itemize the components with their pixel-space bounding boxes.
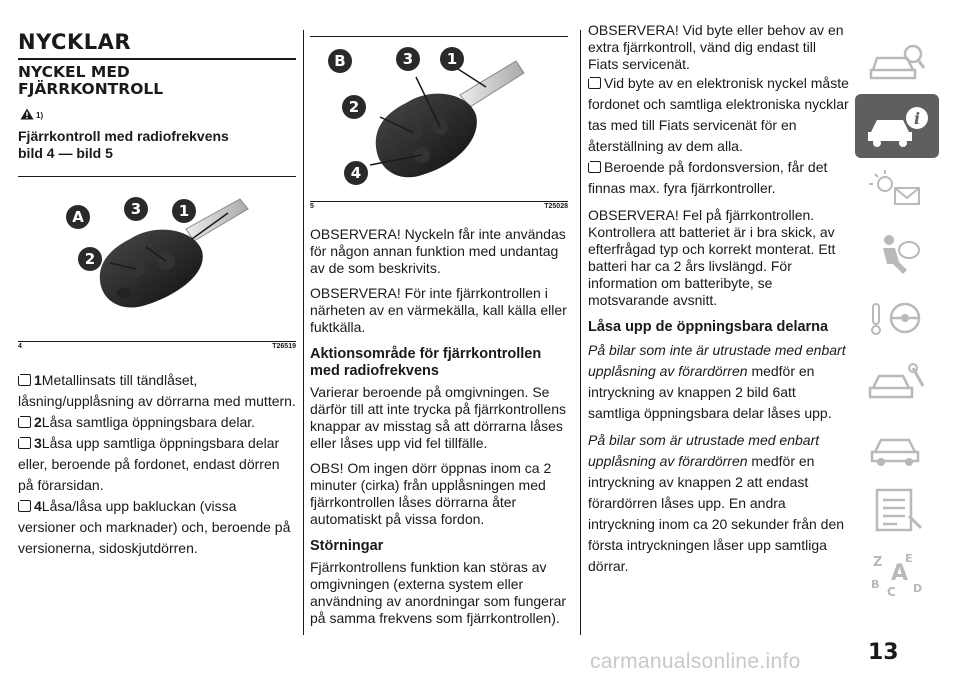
steering-wheel-icon: [867, 296, 927, 340]
figure-5: [310, 37, 568, 201]
fig4-label-3: 3: [130, 200, 142, 218]
subheading: Fjärrkontroll med radiofrekvens bild 4 — bild 5: [18, 128, 229, 161]
bullet-icon: [18, 437, 31, 449]
alphabet-index-icon: [865, 548, 929, 600]
figure4-number: 4: [18, 343, 22, 350]
heading-range: Aktionsområde för fjärrkontrollen med radiofrekvens: [310, 346, 542, 379]
legend-item-1: 1Metallinsats till tändlåset, låsning/upplåsning av dörrarna med muttern.: [18, 372, 296, 409]
bullet-electronic-key: Vid byte av en elektronisk nyckel måste fordonet och samtliga elektroniska nycklar tas med till Fiats servicenät för en återställning av dem alla.: [588, 75, 849, 154]
heading-unlock: Låsa upp de öppningsbara delarna: [588, 319, 829, 335]
column-2-text: [310, 226, 568, 627]
key-illustration-4: [18, 177, 296, 341]
svg-text:i: i: [913, 109, 921, 128]
auto-relock-text: OBS! Om ingen dörr öppnas inom ca 2 minuter (cirka) från upplåsningen med fjärrkontrollen låses dörrarna åter automatiskt på vissa fordon.: [310, 460, 552, 527]
warning-triangle-icon: [20, 108, 34, 120]
bullet-icon: [588, 161, 601, 173]
page-number: 13: [868, 640, 899, 665]
nav-alphabet-index[interactable]: [855, 542, 939, 606]
nav-checklist[interactable]: [855, 478, 939, 542]
section-title: NYCKEL MED FJÄRRKONTROLL: [18, 63, 164, 98]
figure4-code: T26519: [272, 343, 296, 350]
svg-text:C: C: [887, 585, 896, 599]
column-divider-2: [580, 30, 581, 635]
figure4-caption: [18, 342, 296, 350]
interference-text: Fjärrkontrollens funktion kan störas av omgivningen (externa system eller användning av anordningar som fungerar på samma frekvens som fjärrkontrollen).: [310, 559, 567, 626]
observe-replacement: OBSERVERA! Vid byte eller behov av en extra fjärrkontroll, vänd dig endast till Fiats servicenät.: [588, 22, 844, 72]
watermark: carmanualsonline.info: [590, 650, 801, 673]
car-info-icon: [865, 104, 929, 148]
bullet-icon: [18, 374, 31, 386]
column-2: [310, 30, 568, 635]
svg-text:Z: Z: [873, 555, 883, 570]
legend-item-2: 2Låsa samtliga öppningsbara delar.: [18, 412, 296, 433]
nav-steering-wheel[interactable]: [855, 286, 939, 350]
unlock-driver-only: På bilar som är utrustade med enbart upplåsning av förardörren medför en intryckning av knappen 2 att endast förardörren låses upp. En andra intryckning inom ca 20 sekunder från den första intryckningen låser upp samtliga dörrar.: [588, 432, 845, 574]
bullet-icon: [18, 416, 31, 428]
fig5-label-2: 2: [348, 98, 360, 116]
figure-4: [18, 177, 296, 341]
fig5-label-4: 4: [350, 164, 362, 182]
legend-item-4: 4Låsa/låsa upp bakluckan (vissa versioner och marknader) och, beroende på versionerna, sidoskjutdörren.: [18, 498, 291, 556]
observe-battery: OBSERVERA! Fel på fjärrkontrollen. Kontrollera att batteriet är i bra skick, av efterfrågad typ och korrekt monterat. Ett batteri har ca 2 års livslängd. För information om batteribyte, se motsvarande avsnitt.: [588, 207, 836, 308]
figure5-number: 5: [310, 203, 314, 210]
svg-text:B: B: [871, 578, 880, 591]
car-tools-icon: [867, 360, 927, 404]
column-divider-1: [303, 30, 304, 635]
nav-car-service[interactable]: [855, 414, 939, 478]
car-service-icon: [867, 424, 927, 468]
car-search-icon: [867, 40, 927, 84]
chapter-title: NYCKLAR: [18, 30, 132, 54]
checklist-icon: [867, 486, 927, 534]
svg-text:E: E: [905, 552, 913, 565]
nav-car-info[interactable]: [855, 94, 939, 158]
fig5-label-1: 1: [446, 50, 458, 68]
figure5-caption: [310, 202, 568, 210]
nav-warning-lights[interactable]: [855, 158, 939, 222]
fig4-label-1: 1: [178, 202, 190, 220]
fig4-label-2: 2: [84, 250, 96, 268]
svg-text:D: D: [913, 582, 923, 595]
nav-car-search[interactable]: [855, 30, 939, 94]
column-3: [588, 22, 850, 577]
warning-lights-icon: [867, 168, 927, 212]
unlock-no-driver-only: På bilar som inte är utrustade med enbart upplåsning av förardörren medför en intryckning av knappen 2 bild 6att samtliga öppningsbara delar låses upp.: [588, 342, 846, 421]
observe-key-usage: OBSERVERA! Nyckeln får inte användas för någon annan funktion med undantag av de som beskrivits.: [310, 226, 566, 276]
figure5-code: T25028: [544, 203, 568, 210]
warning-ref: [20, 102, 296, 120]
range-text: Varierar beroende på omgivningen. Se därför till att inte trycka på fjärrkontrollens knappar av misstag så att dörrarna låses eller låses upp vid fel tillfälle.: [310, 384, 566, 451]
legend-list: [18, 370, 296, 559]
heading-interference: Störningar: [310, 538, 384, 554]
key-illustration-5: [310, 37, 568, 201]
chapter-rule: [18, 58, 296, 60]
nav-airbag-safety[interactable]: [855, 222, 939, 286]
bullet-icon: [588, 77, 601, 89]
svg-text:A: A: [891, 561, 909, 586]
airbag-safety-icon: [867, 232, 927, 276]
fig4-label-a: A: [72, 208, 84, 226]
fig5-label-b: B: [334, 52, 346, 70]
bullet-max-remotes: Beroende på fordonsversion, får det finnas max. fyra fjärrkontroller.: [588, 159, 828, 196]
observe-heat-source: OBSERVERA! För inte fjärrkontrollen i närheten av en värmekälla, kall källa eller fuktkälla.: [310, 285, 567, 335]
fig5-label-3: 3: [402, 50, 414, 68]
nav-car-tools[interactable]: [855, 350, 939, 414]
legend-item-3: 3Låsa upp samtliga öppningsbara delar eller, beroende på fordonet, endast dörren på förarsidan.: [18, 435, 280, 493]
bullet-icon: [18, 500, 31, 512]
chapter-sidebar: [853, 30, 960, 606]
warning-ref-number: 1): [36, 111, 44, 120]
column-1: [18, 30, 296, 559]
